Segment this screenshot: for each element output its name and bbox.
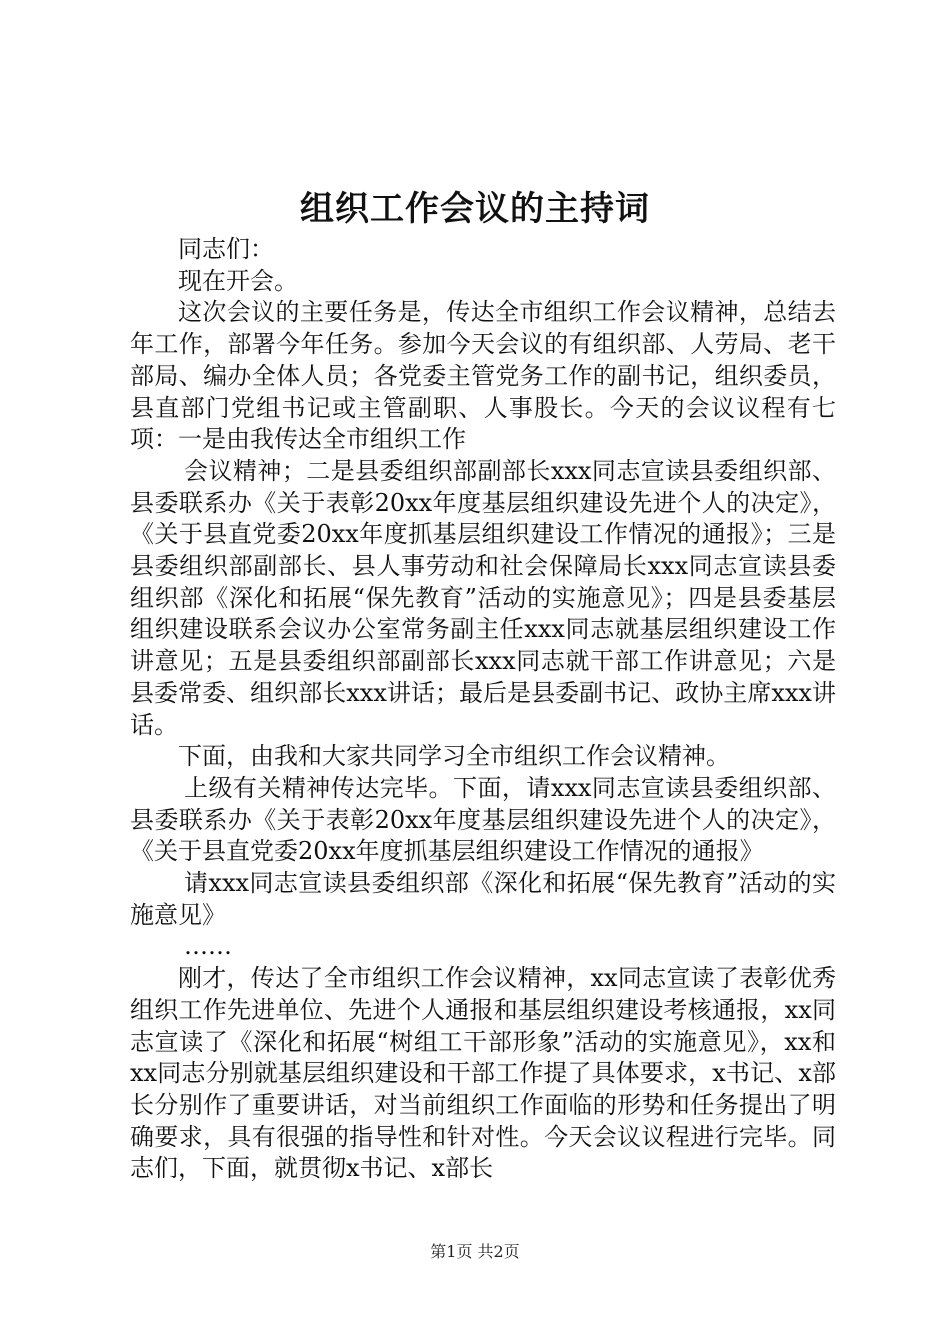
- paragraph-reading-1: 上级有关精神传达完毕。下面，请xxx同志宣读县委组织部、县委联系办《关于表彰20xx年度基层组织建设先进个人的决定》，《关于县直党委20xx年度抓基层组织建设工作情况的通报》: [130, 773, 836, 866]
- paragraph-greeting: 同志们：: [178, 235, 274, 263]
- document-title: 组织工作会议的主持词: [300, 189, 650, 229]
- paragraph-ellipsis: ……: [184, 932, 232, 961]
- paragraph-study: 下面，由我和大家共同学习全市组织工作会议精神。: [178, 742, 730, 771]
- document-body: [130, 234, 836, 1185]
- paragraph-main-task: 这次会议的主要任务是，传达全市组织工作会议精神，总结去年工作，部署今年任务。参加今天会议的有组织部、人劳局、老干部局、编办全体人员；各党委主管党务工作的副书记，组织委员，县直部门党组书记或主管副职、人事股长。今天的会议议程有七项：一是由我传达全市组织工作: [130, 298, 836, 454]
- paragraph-agenda: 会议精神；二是县委组织部副部长xxx同志宣读县委组织部、县委联系办《关于表彰20xx年度基层组织建设先进个人的决定》，《关于县直党委20xx年度抓基层组织建设工作情况的通报》；三是县委组织部副部长、县人事劳动和社会保障局长xxx同志宣读县委组织部《深化和拓展“保先教育”活动的实施意见》；四是县委基层组织建设联系会议办公室常务副主任xxx同志就基层组织建设工作讲意见；五是县委组织部副部长xxx同志就干部工作讲意见；六是县委常委、组织部长xxx讲话；最后是县委副书记、政协主席xxx讲话。: [130, 456, 836, 739]
- page-number-footer: 第1页 共2页: [430, 1242, 520, 1261]
- paragraph-reading-2: 请xxx同志宣读县委组织部《深化和拓展“保先教育”活动的实施意见》: [130, 869, 836, 929]
- paragraph-summary: 刚才，传达了全市组织工作会议精神，xx同志宣读了表彰优秀组织工作先进单位、先进个人通报和基层组织建设考核通报，xx同志宣读了《深化和拓展“树组工干部形象”活动的实施意见》，xx和xx同志分别就基层组织建设和干部工作提了具体要求，x书记、x部长分别作了重要讲话，对当前组织工作面临的形势和任务提出了明确要求，具有很强的指导性和针对性。今天会议议程进行完毕。同志们，下面，就贯彻x书记、x部长: [130, 964, 836, 1183]
- paragraph-opening: 现在开会。: [178, 266, 298, 295]
